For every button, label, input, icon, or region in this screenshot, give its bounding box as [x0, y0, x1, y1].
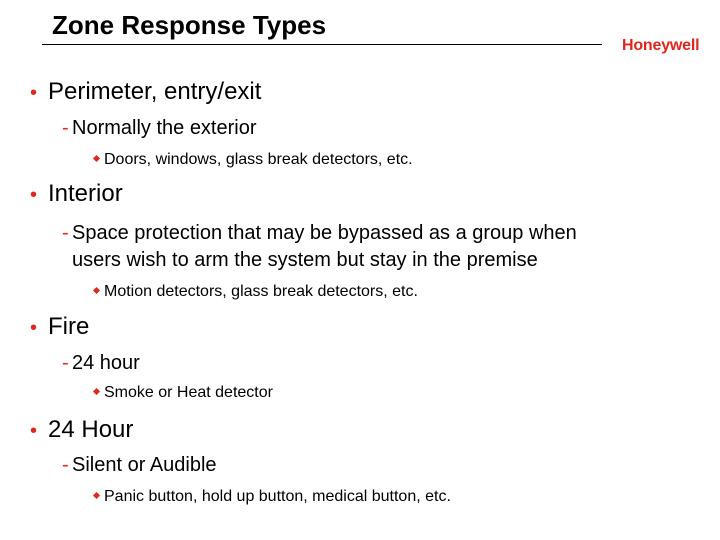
bullet-item: [30, 313, 89, 341]
bullet-text: 24 Hour: [48, 416, 134, 443]
bullet-dot-icon: •: [30, 184, 38, 206]
sub-bullet-item: [62, 222, 577, 245]
detail-item: [94, 488, 451, 506]
dash-icon: -: [62, 454, 69, 476]
sub-bullet-item: [62, 454, 217, 477]
detail-item: [94, 151, 413, 169]
bullet-text: Interior: [48, 180, 123, 207]
dash-icon: -: [62, 352, 69, 374]
bullet-item: [30, 416, 133, 444]
sub-bullet-text: 24 hour: [72, 352, 140, 374]
bullet-text: Fire: [48, 313, 90, 340]
detail-item: [94, 384, 273, 402]
sub-bullet-item: [62, 352, 140, 375]
sub-bullet-text: Space protection that may be bypassed as a group when: [72, 222, 577, 244]
detail-item: [94, 283, 418, 301]
detail-text: Doors, windows, glass break detectors, etc.: [104, 151, 413, 168]
bullet-item: [30, 180, 123, 208]
dash-icon: -: [62, 117, 69, 139]
diamond-bullet-icon: [93, 287, 100, 294]
bullet-dot-icon: •: [30, 317, 38, 339]
sub-bullet-text: Normally the exterior: [72, 117, 257, 139]
bullet-text: Perimeter, entry/exit: [48, 78, 262, 105]
dash-icon: -: [62, 222, 69, 244]
honeywell-logo: Honeywell: [622, 37, 700, 54]
sub-bullet-item: [62, 117, 257, 140]
slide-title: Zone Response Types: [52, 10, 327, 40]
bullet-item: [30, 78, 261, 106]
diamond-bullet-icon: [93, 388, 100, 395]
detail-text: Smoke or Heat detector: [104, 384, 273, 401]
bullet-dot-icon: •: [30, 82, 38, 104]
detail-text: Panic button, hold up button, medical button, etc.: [104, 488, 451, 505]
bullet-dot-icon: •: [30, 420, 38, 442]
sub-bullet-continuation: users wish to arm the system but stay in the premise: [72, 249, 538, 271]
diamond-bullet-icon: [93, 155, 100, 162]
detail-text: Motion detectors, glass break detectors, etc.: [104, 283, 418, 300]
sub-bullet-text: Silent or Audible: [72, 454, 217, 476]
diamond-bullet-icon: [93, 492, 100, 499]
